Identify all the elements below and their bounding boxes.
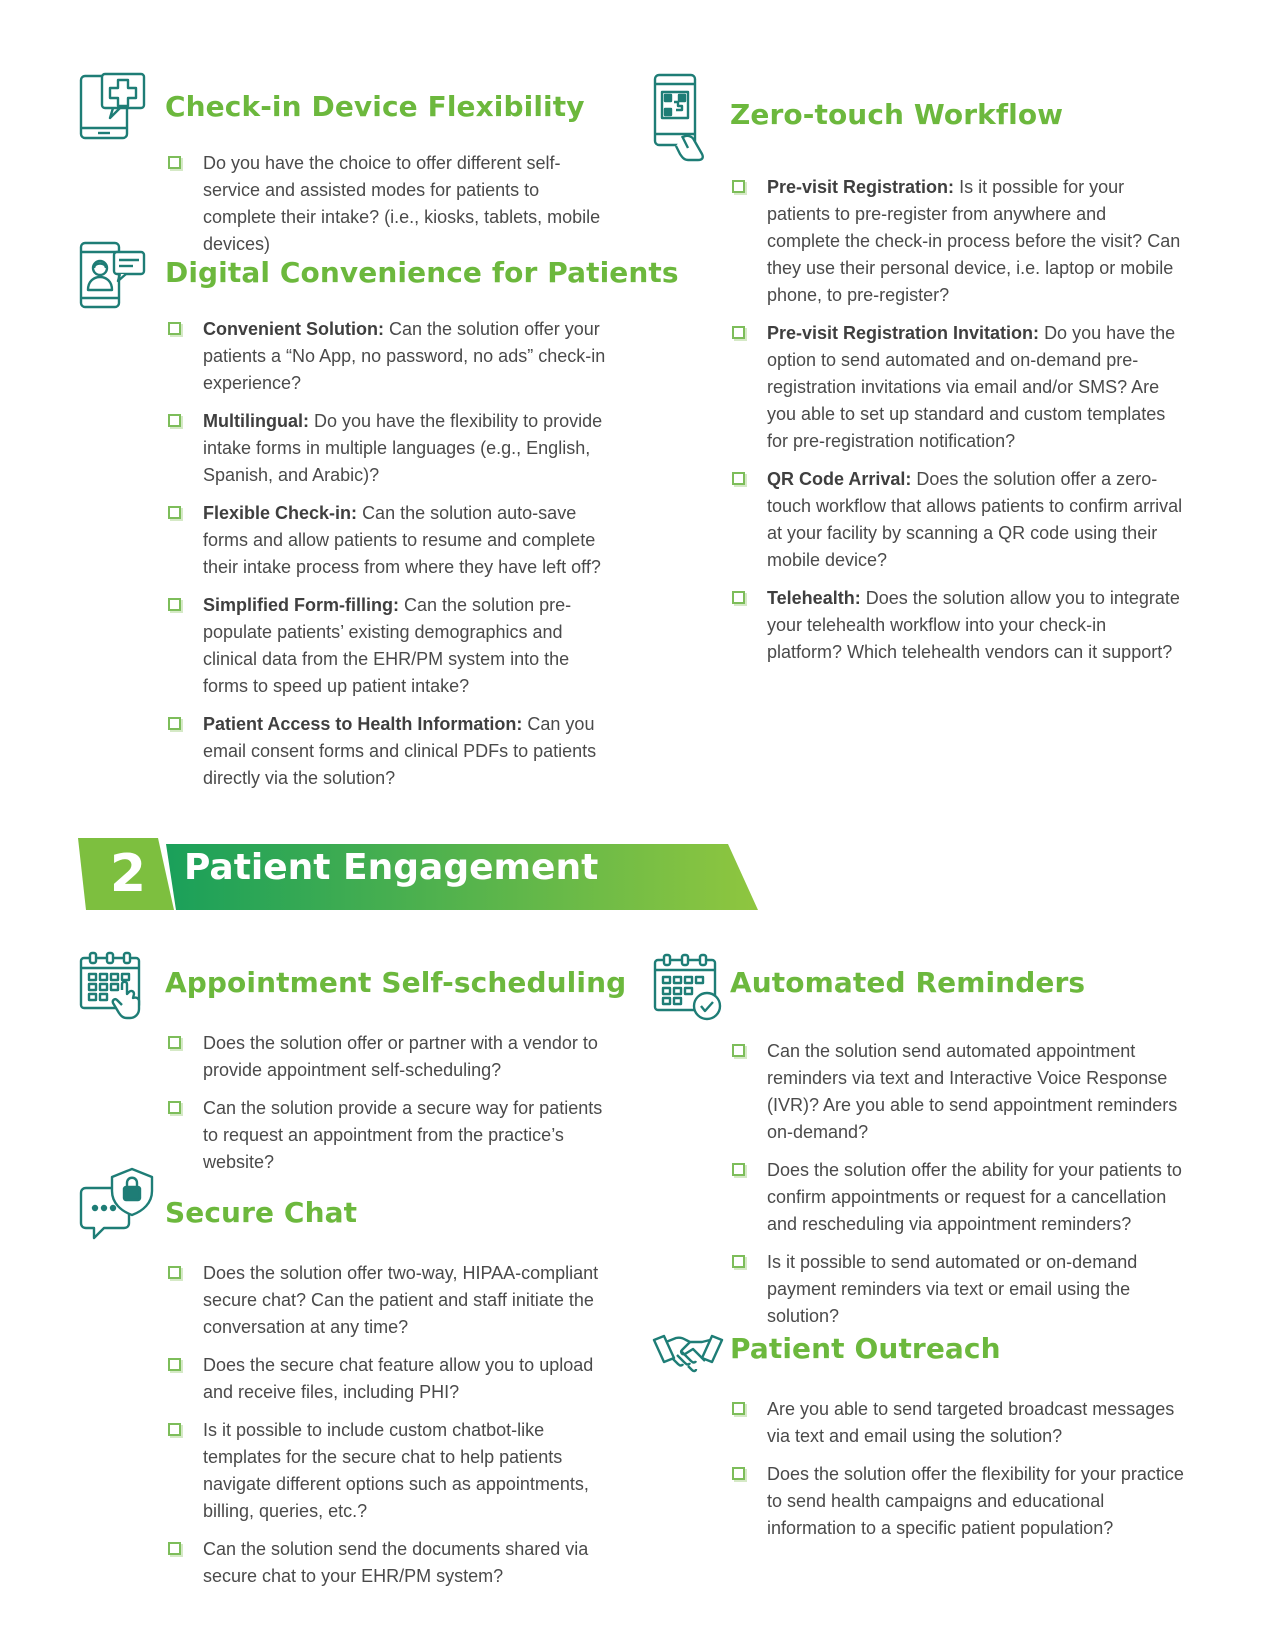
list-item: Patient Access to Health Information: Can you email consent forms and clinical PDFs to patients directly via the solution? bbox=[168, 711, 614, 792]
list-item: Can the solution provide a secure way for patients to request an appointment from the practice’s website? bbox=[168, 1095, 608, 1176]
checkbox-icon bbox=[168, 1036, 181, 1049]
checkin-list bbox=[168, 150, 608, 269]
list-item: Pre-visit Registration Invitation: Do you have the option to send automated and on-demand pre-registration invitations via email and/or SMS? Are you able to set up standard and custom templates for pre-registration notification? bbox=[732, 320, 1184, 455]
checkbox-icon bbox=[732, 1467, 745, 1480]
handshake-icon bbox=[652, 1330, 724, 1378]
banner-number: 2 bbox=[109, 844, 147, 904]
doctor-phone-chat-icon bbox=[78, 240, 148, 310]
checkbox-icon bbox=[168, 1423, 181, 1436]
banner-title: Patient Engagement bbox=[184, 847, 599, 888]
checkbox-icon bbox=[732, 1163, 745, 1176]
list-item: Does the solution offer the ability for your patients to confirm appointments or request for a cancellation and rescheduling via appointment reminders? bbox=[732, 1157, 1188, 1238]
checkbox-icon bbox=[732, 1402, 745, 1415]
list-item: Does the secure chat feature allow you to upload and receive files, including PHI? bbox=[168, 1352, 614, 1406]
section-title-checkin: Check-in Device Flexibility bbox=[165, 90, 585, 123]
section-title-chat: Secure Chat bbox=[165, 1196, 358, 1229]
zerotouch-list bbox=[732, 174, 1184, 677]
checkbox-icon bbox=[168, 156, 181, 169]
tablet-medical-icon bbox=[78, 72, 148, 142]
checkbox-icon bbox=[168, 414, 181, 427]
checkbox-icon bbox=[168, 1101, 181, 1114]
checkbox-icon bbox=[732, 326, 745, 339]
list-item: Can the solution send the documents shared via secure chat to your EHR/PM system? bbox=[168, 1536, 614, 1590]
section-title-scheduling: Appointment Self-scheduling bbox=[165, 966, 627, 999]
calendar-check-icon bbox=[652, 952, 724, 1024]
phone-qr-icon bbox=[652, 72, 708, 162]
list-item: Is it possible to send automated or on-demand payment reminders via text or email using the solution? bbox=[732, 1249, 1188, 1330]
list-item: Does the solution offer two-way, HIPAA-compliant secure chat? Can the patient and staff initiate the conversation at any time? bbox=[168, 1260, 614, 1341]
list-item: Multilingual: Do you have the flexibility to provide intake forms in multiple languages (e.g., English, Spanish, and Arabic)? bbox=[168, 408, 614, 489]
outreach-list bbox=[732, 1396, 1188, 1553]
list-item: Telehealth: Does the solution allow you to integrate your telehealth workflow into your check-in platform? Which telehealth vendors can it support? bbox=[732, 585, 1184, 666]
list-item: Can the solution send automated appointment reminders via text and Interactive Voice Response (IVR)? Are you able to send appointment reminders on-demand? bbox=[732, 1038, 1188, 1146]
list-item: Is it possible to include custom chatbot-like templates for the secure chat to help patients navigate different options such as appointments, billing, queries, etc.? bbox=[168, 1417, 614, 1525]
checkbox-icon bbox=[732, 180, 745, 193]
chat-list bbox=[168, 1260, 614, 1601]
checkbox-icon bbox=[168, 1358, 181, 1371]
checkbox-icon bbox=[168, 506, 181, 519]
section-title-outreach: Patient Outreach bbox=[730, 1332, 1001, 1365]
checkbox-icon bbox=[168, 1266, 181, 1279]
checkbox-icon bbox=[732, 591, 745, 604]
list-item: Are you able to send targeted broadcast messages via text and email using the solution? bbox=[732, 1396, 1188, 1450]
calendar-click-icon bbox=[78, 950, 150, 1022]
list-item: Flexible Check-in: Can the solution auto-save forms and allow patients to resume and complete their intake process from where they have left off? bbox=[168, 500, 614, 581]
list-item: Does the solution offer the flexibility for your practice to send health campaigns and educational information to a specific patient population? bbox=[732, 1461, 1188, 1542]
list-item: Do you have the choice to offer different self-service and assisted modes for patients to complete their intake? (i.e., kiosks, tablets, mobile devices) bbox=[168, 150, 608, 258]
section-title-digital: Digital Convenience for Patients bbox=[165, 256, 679, 289]
reminders-list bbox=[732, 1038, 1188, 1341]
secure-chat-icon bbox=[78, 1166, 158, 1246]
list-item: QR Code Arrival: Does the solution offer a zero-touch workflow that allows patients to confirm arrival at your facility by scanning a QR code using their mobile device? bbox=[732, 466, 1184, 574]
scheduling-list bbox=[168, 1030, 608, 1187]
list-item: Pre-visit Registration: Is it possible for your patients to pre-register from anywhere and complete the check-in process before the visit? Can they use their personal device, i.e. laptop or mobile phone, to pre-register? bbox=[732, 174, 1184, 309]
list-item: Does the solution offer or partner with a vendor to provide appointment self-scheduling? bbox=[168, 1030, 608, 1084]
checkbox-icon bbox=[732, 472, 745, 485]
checkbox-icon bbox=[168, 322, 181, 335]
checkbox-icon bbox=[732, 1044, 745, 1057]
checkbox-icon bbox=[168, 717, 181, 730]
checkbox-icon bbox=[168, 598, 181, 611]
checkbox-icon bbox=[732, 1255, 745, 1268]
list-item: Convenient Solution: Can the solution offer your patients a “No App, no password, no ads” check-in experience? bbox=[168, 316, 614, 397]
section-banner bbox=[78, 838, 760, 906]
section-title-zerotouch: Zero-touch Workflow bbox=[730, 98, 1064, 131]
checkbox-icon bbox=[168, 1542, 181, 1555]
digital-list bbox=[168, 316, 614, 803]
list-item: Simplified Form-filling: Can the solution pre-populate patients’ existing demographics and clinical data from the EHR/PM system into the forms to speed up patient intake? bbox=[168, 592, 614, 700]
section-title-reminders: Automated Reminders bbox=[730, 966, 1086, 999]
